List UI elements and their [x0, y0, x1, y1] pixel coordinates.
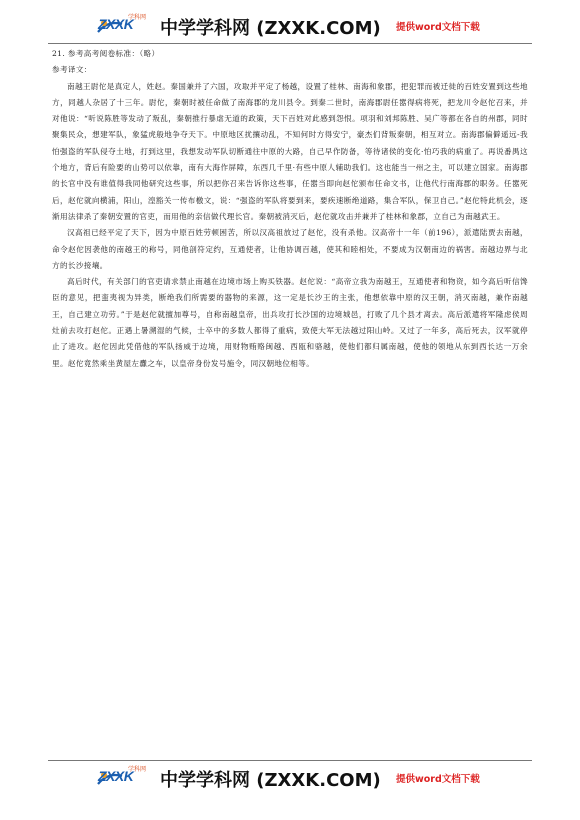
page-header: [0, 10, 580, 44]
paragraph-1: 南越王尉佗是真定人，姓赵。秦国兼并了六国，攻取并平定了杨越，设置了桂林、南海和象郡，把犯罪而被迁徙的百姓安置到这些地方，同越人杂居了十三年。尉佗，秦朝时被任命做了南海郡的龙川县令。到秦二世时，南海郡尉任嚣得病将死，把龙川令赵佗召来，并对他说：“听说陈胜等发动了叛乱，秦朝推行暴虐无道的政策，天下百姓对此感到怨恨。项羽和刘邦陈胜、吴广等都在各自的州郡，同时聚集民众，想建军队，象猛虎般地争夺天下。中原地区扰攘动乱，不知何时方得安宁，豪杰们背叛秦朝，相互对立。南海郡偏僻遥远-我怕强盗的军队侵夺土地，打到这里，我想发动军队切断通往中原的大路，自己早作防备，等待诸侯的变化·怕巧我的病重了。再说番禺这个地方，背后有险要的山势可以依靠，南有大海作屏障，东西几千里·有些中原人辅助我们。这也能当一州之主，可以建立国家。南海郡的长官中没有谁值得我同他研究这些事，所以把你召来告诉你这些事，任嚣当即向赵佗颁布任命文书，让他代行南海郡的职务。任嚣死后，赵佗就向横浦，阳山，湟豁关一传布檄文，说：“强盗的军队将要到来，要疾速断绝道路，集合军队，保卫自己。”赵佗特此机会，逐渐用法律杀了秦朝安置的官吏，而用他的亲信做代理长官。秦朝被消灭后，赵佗就攻击并兼并了桂林和象郡，立自己为南越武王。: [52, 81, 528, 221]
translation-label: 参考译文：: [52, 65, 92, 75]
header-divider: [48, 43, 532, 44]
question-line: 21. 参考高考阅卷标准：（略）: [52, 49, 160, 58]
page-footer: [0, 762, 580, 796]
zxxk-logo-footer[interactable]: [98, 766, 148, 792]
site-title-footer: 中学学科网 (ZXXK.COM): [160, 770, 381, 791]
logo-text: ZXXK: [98, 768, 134, 784]
zxxk-logo[interactable]: [98, 14, 148, 40]
logo-text: ZXXK: [98, 16, 134, 32]
paragraph-2: 汉高祖已经平定了天下，因为中原百姓劳顿困苦，所以汉高祖放过了赵佗，没有杀他。汉高帝十一年（前196），派遣陆贾去南越，命令赵佗因袭他的南越王的称号，同他剖符定约，互通使者，让他协调百越，使其和睦相处，不要成为汉朝南边的祸害。南越边界与北方的长沙接壤。: [52, 228, 528, 270]
footer-divider: [48, 760, 532, 761]
word-download-link-footer[interactable]: 提供word文档下载: [396, 774, 480, 785]
word-download-link[interactable]: 提供word文档下载: [396, 22, 480, 33]
logo-subtext: 学科网: [128, 15, 147, 21]
site-title: 中学学科网 (ZXXK.COM): [160, 18, 381, 39]
paragraph-3: 高后时代，有关部门的官吏请求禁止南越在边境市场上购买铁器。赵佗说：“高帝立我为南越王，互通使者和物资，如今高后听信馋臣的意见，把蛮夷视为异类，断绝我们所需要的器物的来源，这一定是长沙王的主张，他想依靠中原的汉王朝，消灭南越，兼作南越王，自己建立功劳。”于是赵佗就擅加尊号，自称南越皇帝，出兵攻打长沙国的边境城邑，打败了几个县才离去。高后派遣将军隆虑侯周灶前去攻打赵佗。正遇上暑溯湿的气候，士卒中的多数人都得了重病，致使大军无法越过阳山岭。又过了一年多，高后死去，汉军就停止了进攻。赵佗因此凭借他的军队扬威于边境，用财物贿赂闽越、西瓯和骆越，使他们都归属南越，使他的领地从东到西长达一万余里。赵佗竟然乘坐黄屋左纛之车，以皇帝身份发号施令，同汉朝地位相等。: [52, 277, 528, 368]
document-body: [52, 46, 528, 372]
logo-subtext: 学科网: [128, 767, 147, 773]
